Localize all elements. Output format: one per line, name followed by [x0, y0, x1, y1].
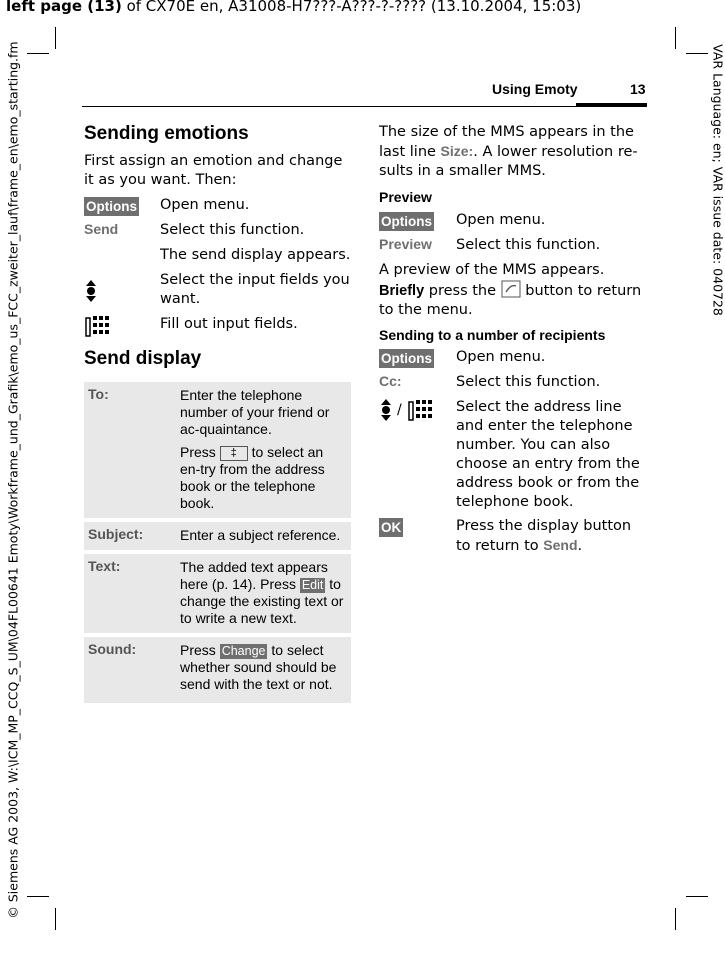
size-text: The size of the MMS appears in the last line Size:. A lower resolution re-sults in a smaller MMS.	[379, 124, 638, 179]
header-rest: of CX70E en, A31008-H7???-A???-?-???? (13.10.2004, 15:03)	[121, 0, 582, 15]
table-row	[84, 382, 351, 518]
running-head-title: Using Emoty	[492, 81, 578, 97]
step-text: Press the display button to return to Send.	[456, 518, 632, 554]
document-header	[6, 0, 581, 15]
recipients-heading: Sending to a number of recipients	[379, 327, 606, 343]
navigation-key-icon	[85, 280, 97, 302]
keypad-icon	[84, 314, 110, 338]
end-call-key-icon	[501, 280, 521, 298]
step-text: Select the address line and enter the telephone number. You can also choose an entry from the address book or from the telephone book.	[456, 399, 640, 510]
row-label: Sound:	[88, 641, 137, 657]
row-label: Text:	[88, 558, 121, 574]
edit-key: Edit	[301, 578, 324, 592]
step-text: Open menu.	[456, 349, 546, 365]
preview-heading: Preview	[379, 189, 432, 205]
subsection-title: Send display	[84, 348, 202, 369]
intro-text: First assign an emotion and change it as you want. Then:	[84, 153, 343, 188]
step-text: Open menu.	[456, 212, 546, 228]
row-value: The added text appears here (p. 14). Press Edit to change the existing text or to write a new text.	[180, 559, 344, 626]
table-row	[84, 554, 351, 633]
recip-key-cc: Cc:	[379, 373, 402, 389]
row-value: Press Change to select whether sound should be send with the text or not.	[180, 642, 337, 692]
row-value: Enter a subject reference.	[180, 527, 341, 543]
step-text: Fill out input fields.	[160, 316, 298, 332]
side-footer-right: VAR Language: en; VAR issue date: 040728	[710, 44, 725, 316]
navigation-key-icon	[380, 399, 392, 421]
preview-key-options: Options	[381, 214, 432, 229]
step-key-send: Send	[84, 221, 119, 237]
step-key-options: Options	[86, 199, 137, 214]
recip-key-ok: OK	[381, 520, 402, 535]
row-value: Enter the telephone number of your friend or ac-quaintance. Press ‡ to select an en-try from the address book or the telephone book.	[180, 387, 330, 511]
keypad-icon	[407, 398, 433, 422]
hash-key-icon: ‡	[220, 446, 248, 461]
page-number: 13	[630, 81, 646, 97]
change-key: Change	[221, 644, 266, 658]
section-title: Sending emotions	[84, 123, 249, 144]
size-key: Size:	[440, 143, 474, 159]
step-text: Select the input fields you want.	[160, 272, 350, 307]
recip-key-options: Options	[381, 351, 432, 366]
nav-keypad-icons	[380, 398, 433, 422]
header-rule-thick	[576, 103, 647, 107]
step-text: Select this function.	[456, 237, 601, 253]
preview-text: A preview of the MMS appears. Briefly press the button to return to the menu.	[379, 262, 642, 318]
send-display-table	[84, 382, 351, 707]
row-label: Subject:	[88, 526, 144, 542]
table-row	[84, 522, 351, 550]
send-key: Send	[543, 537, 578, 553]
row-label: To:	[88, 386, 109, 402]
step-text: Select this function.	[456, 374, 601, 390]
step-text: The send display appears.	[160, 247, 351, 263]
header-bold: left page (13)	[6, 0, 122, 15]
preview-key-preview: Preview	[379, 236, 432, 252]
header-rule	[82, 106, 647, 107]
side-footer-left: © Siemens AG 2003, W:\ICM_MP_CCQ_S_UM\04FL00641 Emoty\Workframe_und_Grafik\emo_us_FCC_zweiter_lauf\frame_en\emo_starting.fm	[5, 41, 21, 919]
step-text: Open menu.	[160, 197, 250, 213]
table-row	[84, 637, 351, 703]
slash-separator: /	[397, 402, 402, 418]
step-text: Select this function.	[160, 222, 305, 238]
